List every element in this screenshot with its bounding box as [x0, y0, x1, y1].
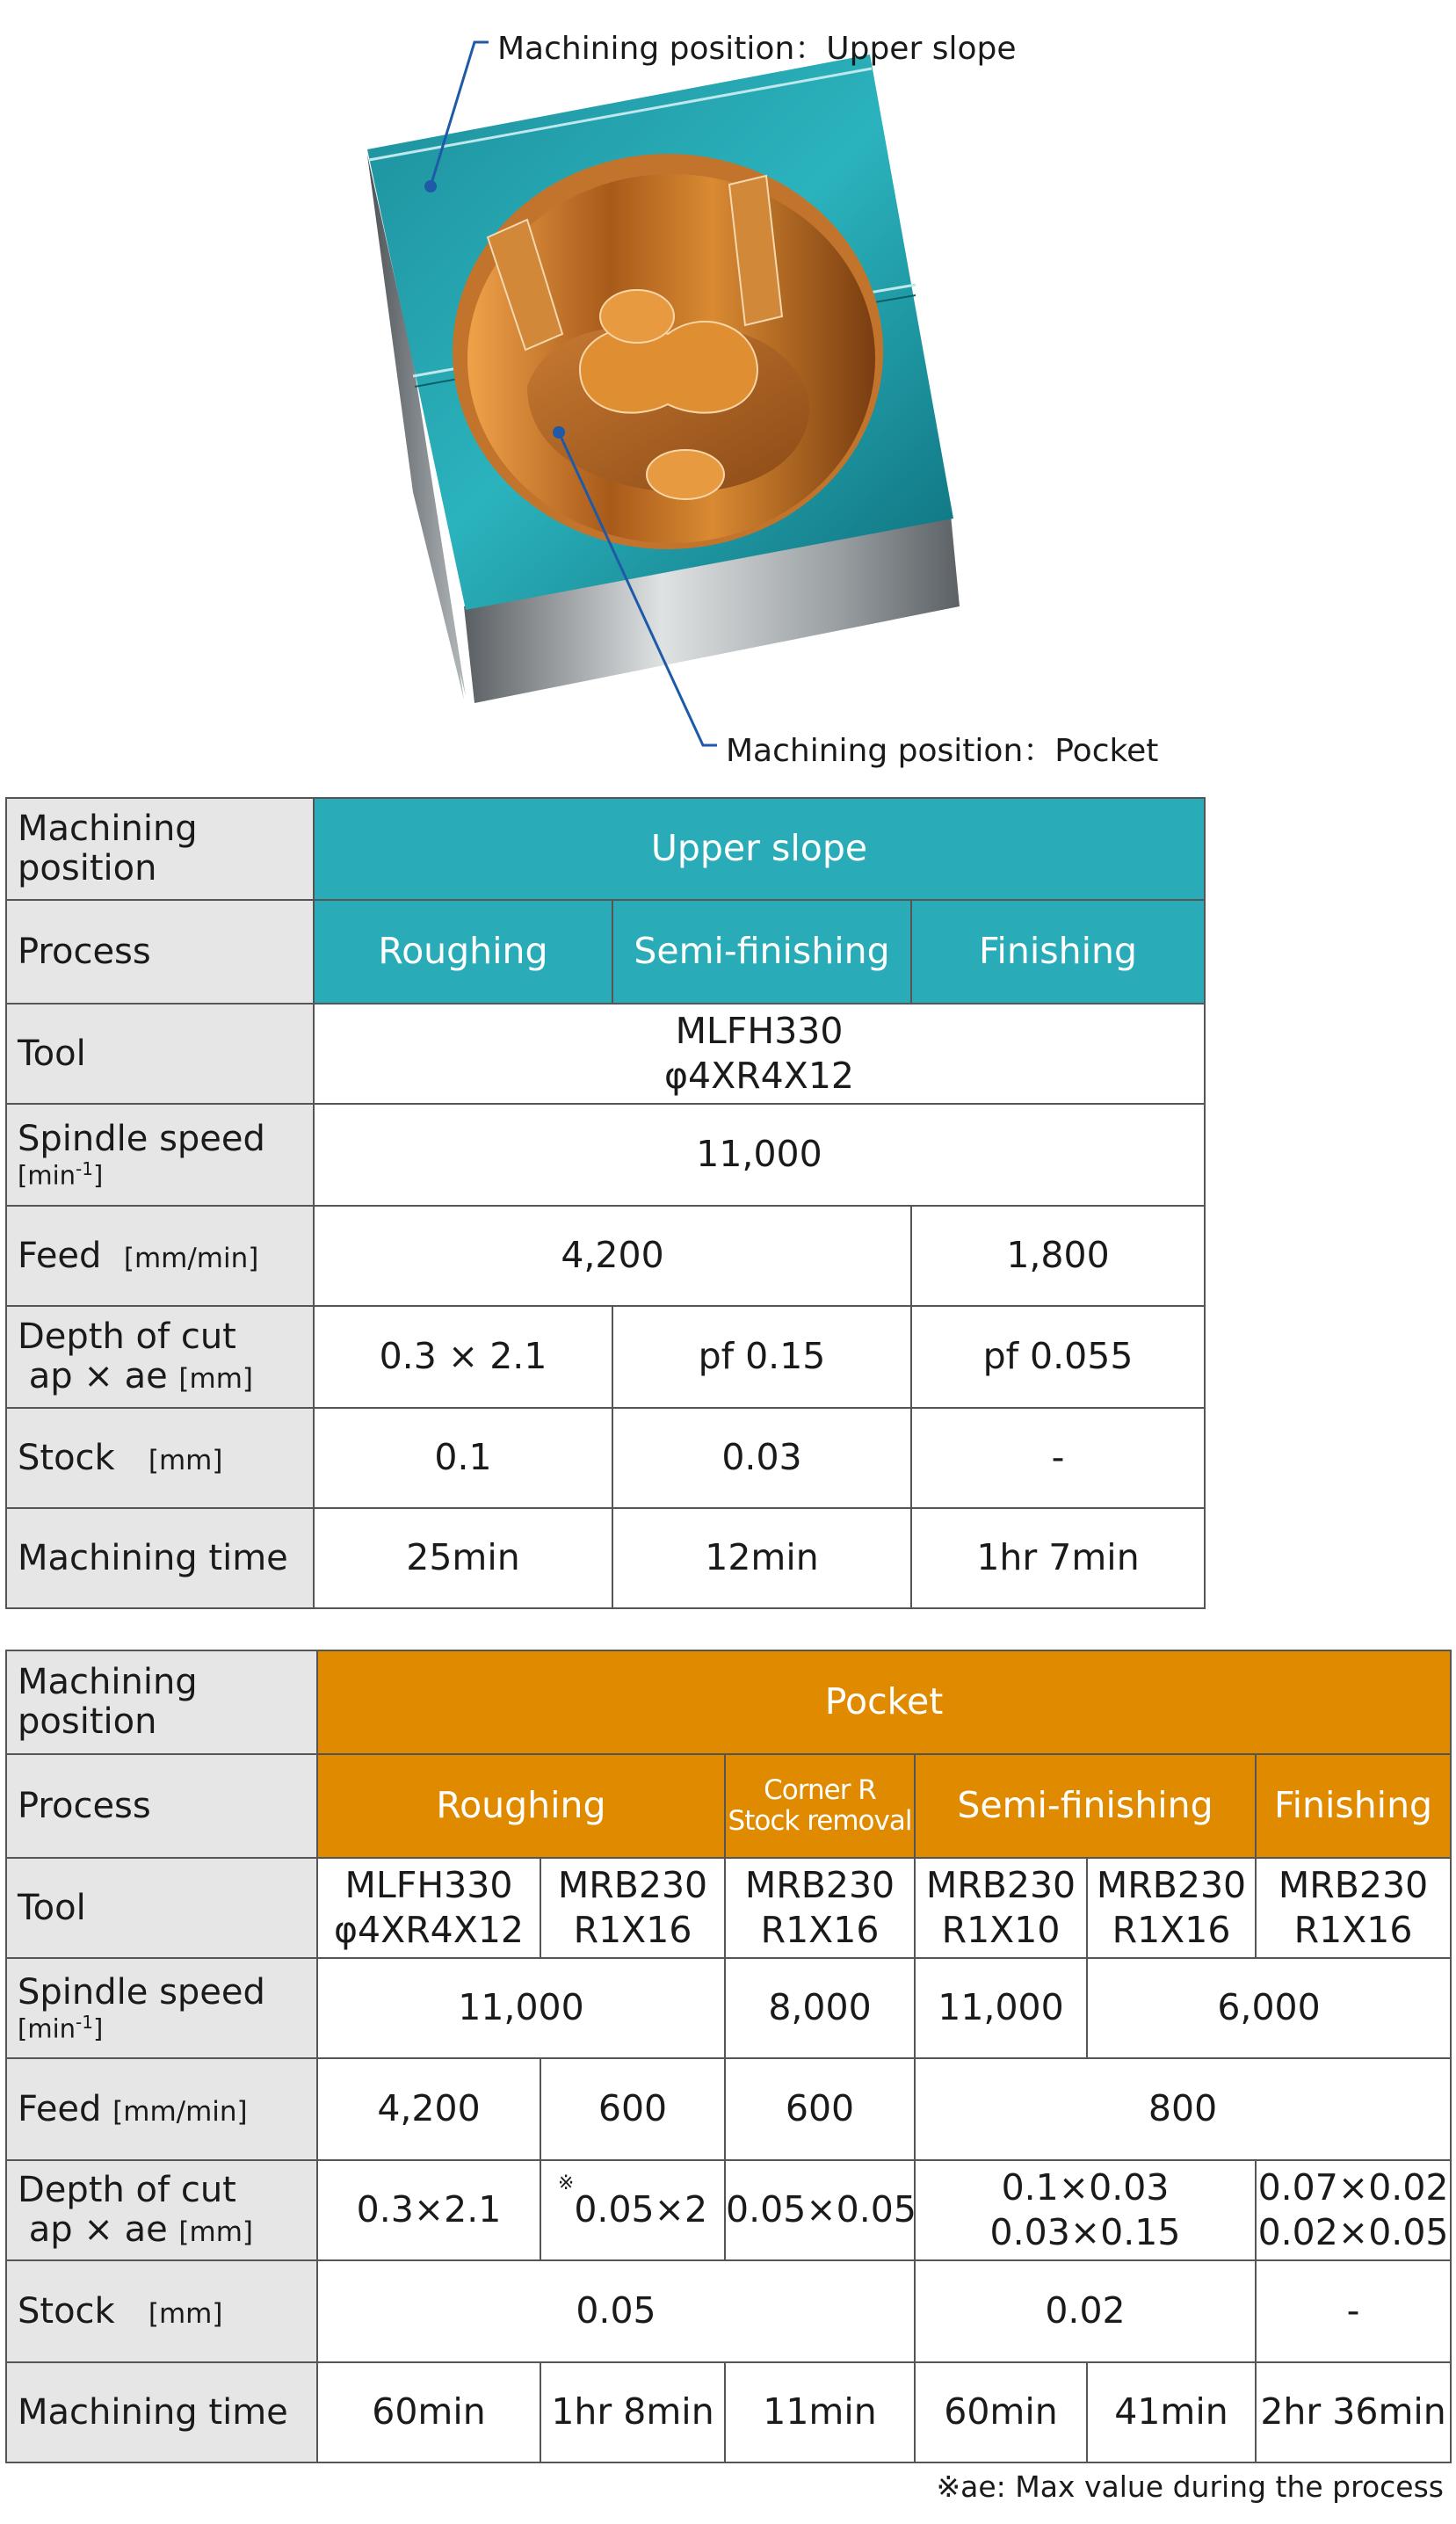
pocket-table: [5, 1650, 1452, 2463]
spindle-semi-b-finishing: 6,000: [1087, 1958, 1451, 2058]
stock-1: 0.05: [317, 2260, 915, 2362]
feed-unit-2: [mm/min]: [112, 2095, 248, 2128]
position-pocket: Pocket: [317, 1650, 1451, 1754]
process-semi-finishing: Semi-finishing: [612, 900, 911, 1004]
depth-finishing: pf 0.055: [911, 1306, 1205, 1408]
depth-4-line1: 0.1×0.03: [1001, 2165, 1170, 2208]
feed-finishing: 1,800: [911, 1206, 1205, 1306]
tool-1-name: MLFH330: [344, 1863, 513, 1906]
row-label-position: Machining position: [6, 798, 314, 900]
depth-label-2: Depth of cut: [18, 2170, 236, 2211]
feed-label: Feed: [18, 1235, 102, 1276]
feed-3: 600: [725, 2058, 915, 2160]
depth-5-line1: 0.07×0.02: [1257, 2165, 1449, 2208]
row-label-stock: [6, 1408, 314, 1508]
spindle-unit-sup: -1: [76, 1157, 93, 1179]
stock-label-2: Stock: [18, 2290, 115, 2332]
tool-4-name: MRB230: [925, 1863, 1076, 1906]
feed-rough-semi: 4,200: [314, 1206, 911, 1306]
stock-label: Stock: [18, 1437, 115, 1478]
row-label-tool-2: Tool: [6, 1858, 317, 1958]
row-label-process: Process: [6, 900, 314, 1004]
tool-5-name: MRB230: [1096, 1863, 1247, 1906]
time-1: 60min: [317, 2362, 540, 2462]
feed-4: 800: [915, 2058, 1451, 2160]
spindle-value: 11,000: [314, 1104, 1205, 1206]
depth-5-line2: 0.02×0.05: [1257, 2211, 1449, 2253]
depth-label: Depth of cut: [18, 1316, 236, 1358]
time-roughing: 25min: [314, 1508, 612, 1608]
tool-2: [540, 1858, 725, 1958]
depth-semi: pf 0.15: [612, 1306, 911, 1408]
tool-4: [915, 1858, 1087, 1958]
corner-line2: Stock removal: [728, 1805, 912, 1837]
time-finishing: 1hr 7min: [911, 1508, 1205, 1608]
process-roughing-2: Roughing: [317, 1754, 725, 1858]
process-roughing: Roughing: [314, 900, 612, 1004]
depth-sub-text-2: ap × ae: [28, 2209, 168, 2250]
feed-2: 600: [540, 2058, 725, 2160]
depth-sub: [18, 1357, 313, 1396]
footnote: ※ae: Max value during the process: [936, 2470, 1444, 2504]
row-label-spindle: [6, 1104, 314, 1206]
process-finishing: Finishing: [911, 900, 1205, 1004]
tool-6-name: MRB230: [1278, 1863, 1429, 1906]
tool-4-size: R1X10: [941, 1909, 1061, 1951]
row-label-depth-2: [6, 2160, 317, 2260]
depth-2: [540, 2160, 725, 2260]
tool-cell: [314, 1004, 1205, 1104]
tool-6-size: R1X16: [1293, 1909, 1413, 1951]
spindle-label-2: Spindle speed: [18, 1972, 265, 2013]
tool-5: [1087, 1858, 1256, 1958]
row-label-feed: [6, 1206, 314, 1306]
row-label-depth: [6, 1306, 314, 1408]
spindle-label: Spindle speed: [18, 1119, 265, 1160]
depth-sub-2: [18, 2210, 316, 2250]
depth-4-line2: 0.03×0.15: [989, 2211, 1181, 2253]
tool-1: [317, 1858, 540, 1958]
spindle-unit-2: [18, 2013, 316, 2043]
tool-6: [1256, 1858, 1451, 1958]
time-4: 60min: [915, 2362, 1087, 2462]
stock-3: -: [1256, 2260, 1451, 2362]
spindle-semi-a: 11,000: [915, 1958, 1087, 2058]
depth-1: 0.3×2.1: [317, 2160, 540, 2260]
callout-pocket: Machining position：Pocket: [726, 733, 1159, 769]
spindle-roughing-2: 11,000: [317, 1958, 725, 2058]
spindle-corner-2: 8,000: [725, 1958, 915, 2058]
tool-2-size: R1X16: [573, 1909, 692, 1951]
spindle-unit-sup-2: -1: [76, 2011, 93, 2033]
time-2: 1hr 8min: [540, 2362, 725, 2462]
tool-3-size: R1X16: [760, 1909, 880, 1951]
tool-3: [725, 1858, 915, 1958]
upper-slope-table: [5, 797, 1206, 1609]
spindle-unit-end-2: ]: [92, 2013, 104, 2044]
depth-roughing: 0.3 × 2.1: [314, 1306, 612, 1408]
stock-roughing: 0.1: [314, 1408, 612, 1508]
tool-1-size: φ4XR4X12: [333, 1909, 525, 1951]
corner-line1: Corner R: [764, 1774, 876, 1807]
row-label-feed-2: [6, 2058, 317, 2160]
tool-2-name: MRB230: [557, 1863, 708, 1906]
depth-unit: [mm]: [178, 1363, 253, 1395]
row-label-tool: Tool: [6, 1004, 314, 1104]
depth-4: [915, 2160, 1256, 2260]
stock-unit: [mm]: [148, 1444, 223, 1476]
row-label-time-2: Machining time: [6, 2362, 317, 2462]
spindle-unit-base: [min: [18, 1160, 76, 1191]
time-5: 41min: [1087, 2362, 1256, 2462]
process-corner-r: [725, 1754, 915, 1858]
depth-unit-2: [mm]: [178, 2216, 253, 2248]
process-semi-finishing-2: Semi-finishing: [915, 1754, 1256, 1858]
time-6: 2hr 36min: [1256, 2362, 1451, 2462]
tool-3-name: MRB230: [744, 1863, 895, 1906]
depth-2-value: 0.05×2: [574, 2188, 708, 2231]
row-label-process-2: Process: [6, 1754, 317, 1858]
depth-5: [1256, 2160, 1451, 2260]
spindle-unit-base-2: [min: [18, 2013, 76, 2044]
depth-2-mark: ※: [557, 2172, 575, 2195]
callout-upper-slope: Machining position：Upper slope: [497, 31, 1017, 67]
feed-1: 4,200: [317, 2058, 540, 2160]
stock-finishing: -: [911, 1408, 1205, 1508]
spindle-unit: [18, 1159, 313, 1190]
row-label-position-2: Machining position: [6, 1650, 317, 1754]
tool-size: φ4XR4X12: [663, 1055, 855, 1097]
workpiece-illustration: [0, 0, 1456, 773]
row-label-spindle-2: [6, 1958, 317, 2058]
stock-2: 0.02: [915, 2260, 1256, 2362]
tool-name: MLFH330: [675, 1009, 844, 1052]
row-label-time: Machining time: [6, 1508, 314, 1608]
depth-3: 0.05×0.05: [725, 2160, 915, 2260]
time-3: 11min: [725, 2362, 915, 2462]
stock-unit-2: [mm]: [148, 2297, 223, 2330]
feed-label-2: Feed: [18, 2088, 102, 2129]
stock-semi: 0.03: [612, 1408, 911, 1508]
process-finishing-2: Finishing: [1256, 1754, 1451, 1858]
feed-unit: [mm/min]: [123, 1242, 259, 1274]
row-label-stock-2: [6, 2260, 317, 2362]
position-upper-slope: Upper slope: [314, 798, 1205, 900]
time-semi: 12min: [612, 1508, 911, 1608]
spindle-unit-end: ]: [92, 1160, 104, 1191]
depth-sub-text: ap × ae: [28, 1356, 168, 1396]
tool-5-size: R1X16: [1112, 1909, 1231, 1951]
